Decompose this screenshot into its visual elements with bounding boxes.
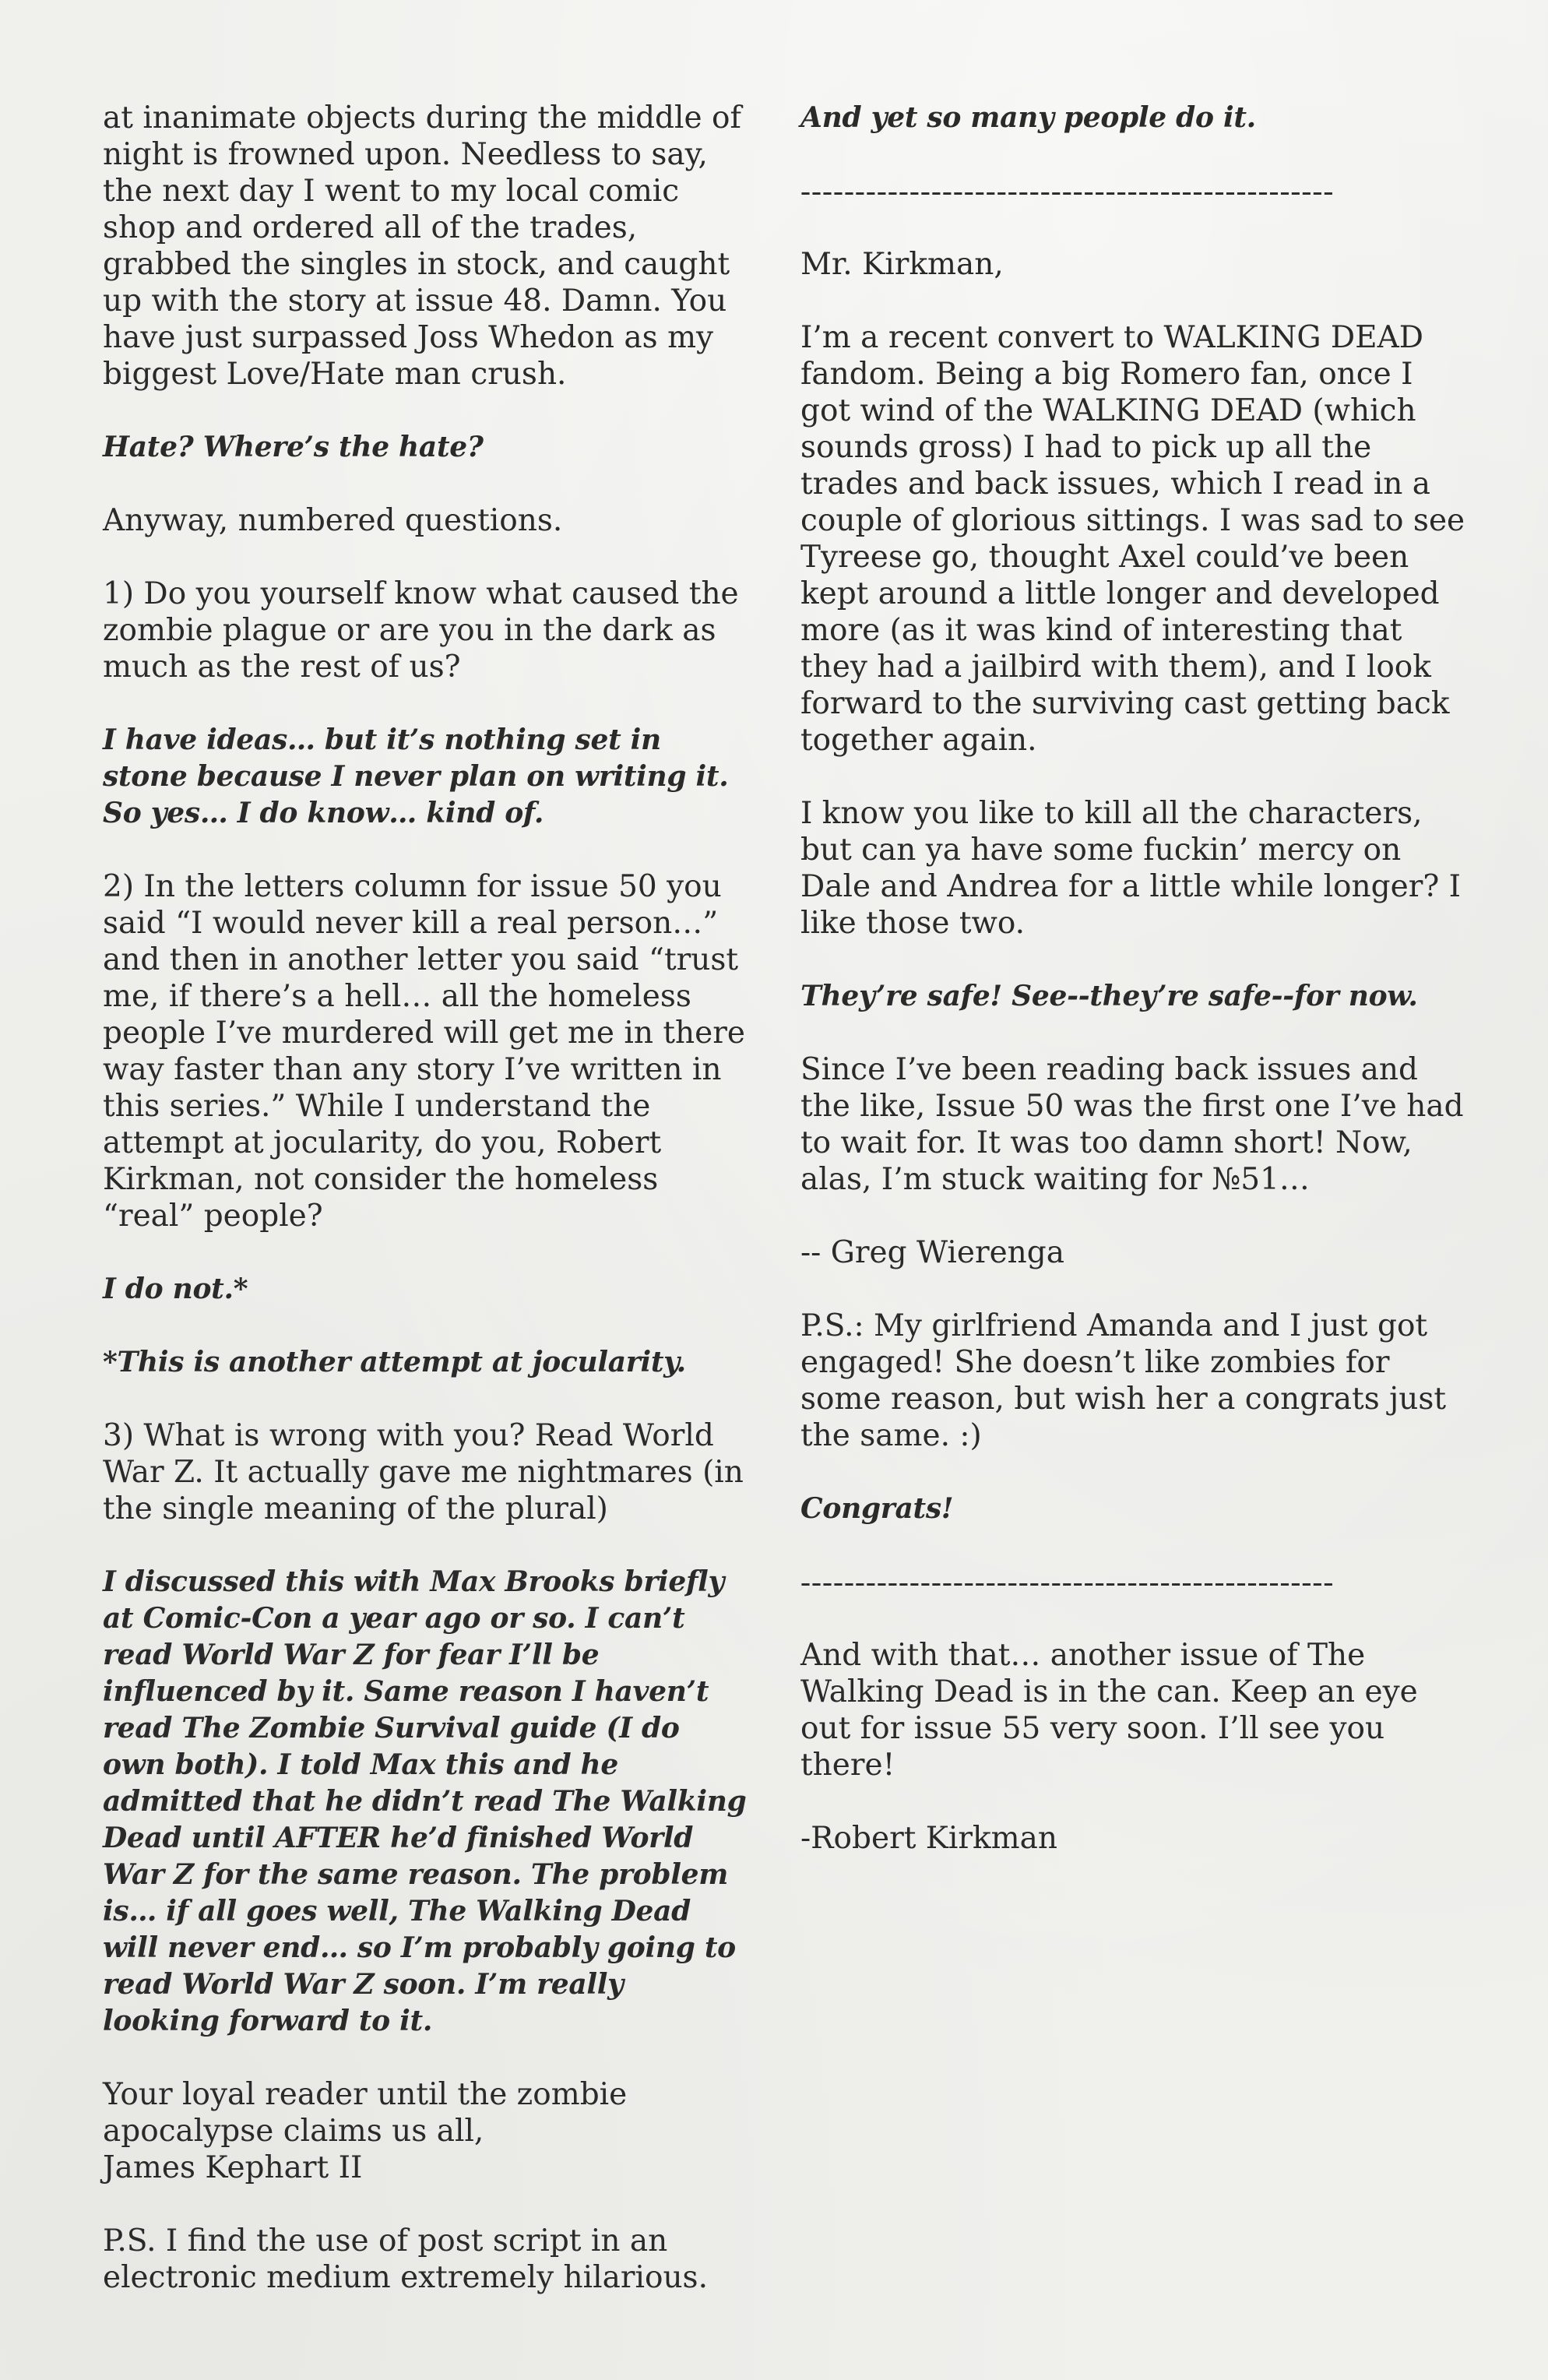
letter-paragraph: 3) What is wrong with you? Read World War Z. It actually gave me nightmares (in the single meaning of the plural) <box>103 1418 744 1526</box>
letter-paragraph: And with that… another issue of The Walking Dead is in the can. Keep an eye out for issue 55 very soon. I’ll see you there! <box>800 1638 1418 1783</box>
signoff-line: Your loyal reader until the zombie apocalypse claims us all, <box>103 2077 628 2149</box>
letter-paragraph: I’m a recent convert to WALKING DEAD fandom. Being a big Romero fan, once I got wind of the WALKING DEAD (which sounds gross) I had to pick up all the trades and back issues, which I read in a couple of glorious sittings. I was sad to see Tyreese go, thought Axel could’ve been kept around a little longer and developed more (as it was kind of interesting that they had a jailbird with them), and I look forward to the surviving cast getting back together again. <box>800 320 1465 758</box>
letter-paragraph: I know you like to kill all the characters, but can ya have some fuckin’ mercy on Dale and Andrea for a little while longer? I like those two. <box>800 796 1462 941</box>
letter-paragraph: Anyway, numbered questions. <box>103 503 563 538</box>
letter-signoff <box>103 2076 749 2186</box>
letter-paragraph: 2) In the letters column for issue 50 you said “I would never kill a real person…” and then in another letter you said “trust me, if there’s a hell… all the homeless people I’ve murdered will get me in there way faster than any story I’ve written in this series.” While I understand the attempt at jocularity, do you, Robert Kirkman, not consider the homeless “real” people? <box>103 869 745 1234</box>
letter-paragraph: 1) Do you yourself know what caused the zombie plague or are you in the dark as much as the rest of us? <box>103 576 739 685</box>
letter-paragraph: P.S. I find the use of post script in an electronic medium extremely hilarious. <box>103 2223 708 2295</box>
left-column <box>103 100 749 2332</box>
right-column <box>800 100 1470 1893</box>
letter-paragraph: -- Greg Wierenga <box>800 1235 1065 1270</box>
editor-reply: Congrats! <box>800 1492 954 1525</box>
letter-paragraph: P.S.: My girlfriend Amanda and I just got engaged! She doesn’t like zombies for some reason, but wish her a congrats just the same. :) <box>800 1308 1447 1453</box>
editor-reply: They’re safe! See--they’re safe--for now. <box>800 980 1418 1012</box>
editor-reply: I have ideas… but it’s nothing set in stone because I never plan on writing it. So yes… I do know… kind of. <box>103 724 729 829</box>
signoff-line: James Kephart II <box>103 2150 363 2185</box>
letter-paragraph: Since I’ve been reading back issues and the like, Issue 50 was the first one I’ve had to wait for. It was too damn short! Now, alas, I’m stuck waiting for №51… <box>800 1052 1464 1197</box>
letter-paragraph: -Robert Kirkman <box>800 1821 1058 1856</box>
editor-reply: *This is another attempt at jocularity. <box>103 1346 686 1378</box>
letter-paragraph: Mr. Kirkman, <box>800 247 1004 282</box>
editor-reply: Hate? Where’s the hate? <box>103 431 484 463</box>
editor-reply: And yet so many people do it. <box>800 101 1256 134</box>
editor-reply: I do not.* <box>103 1273 248 1305</box>
letter-paragraph: at inanimate objects during the middle of night is frowned upon. Needless to say, the next day I went to my local comic shop and ordered all of the trades, grabbed the singles in stock, and caught up with the story at issue 48. Damn. You have just surpassed Joss Whedon as my biggest Love/Hate man crush. <box>103 100 741 392</box>
section-divider: ------------------------------------------------- <box>800 1565 1335 1599</box>
section-divider: ------------------------------------------------- <box>800 174 1335 208</box>
editor-reply: I discussed this with Max Brooks briefly at Comic-Con a year ago or so. I can’t read World War Z for fear I’ll be influenced by it. Same reason I haven’t read The Zombie Survival guide (I do own both). I told Max this and he admitted that he didn’t read The Walking Dead until AFTER he’d finished World War Z for the same reason. The problem is… if all goes well, The Walking Dead will never end… so I’m probably going to read World War Z soon. I’m really looking forward to it. <box>103 1565 747 2037</box>
